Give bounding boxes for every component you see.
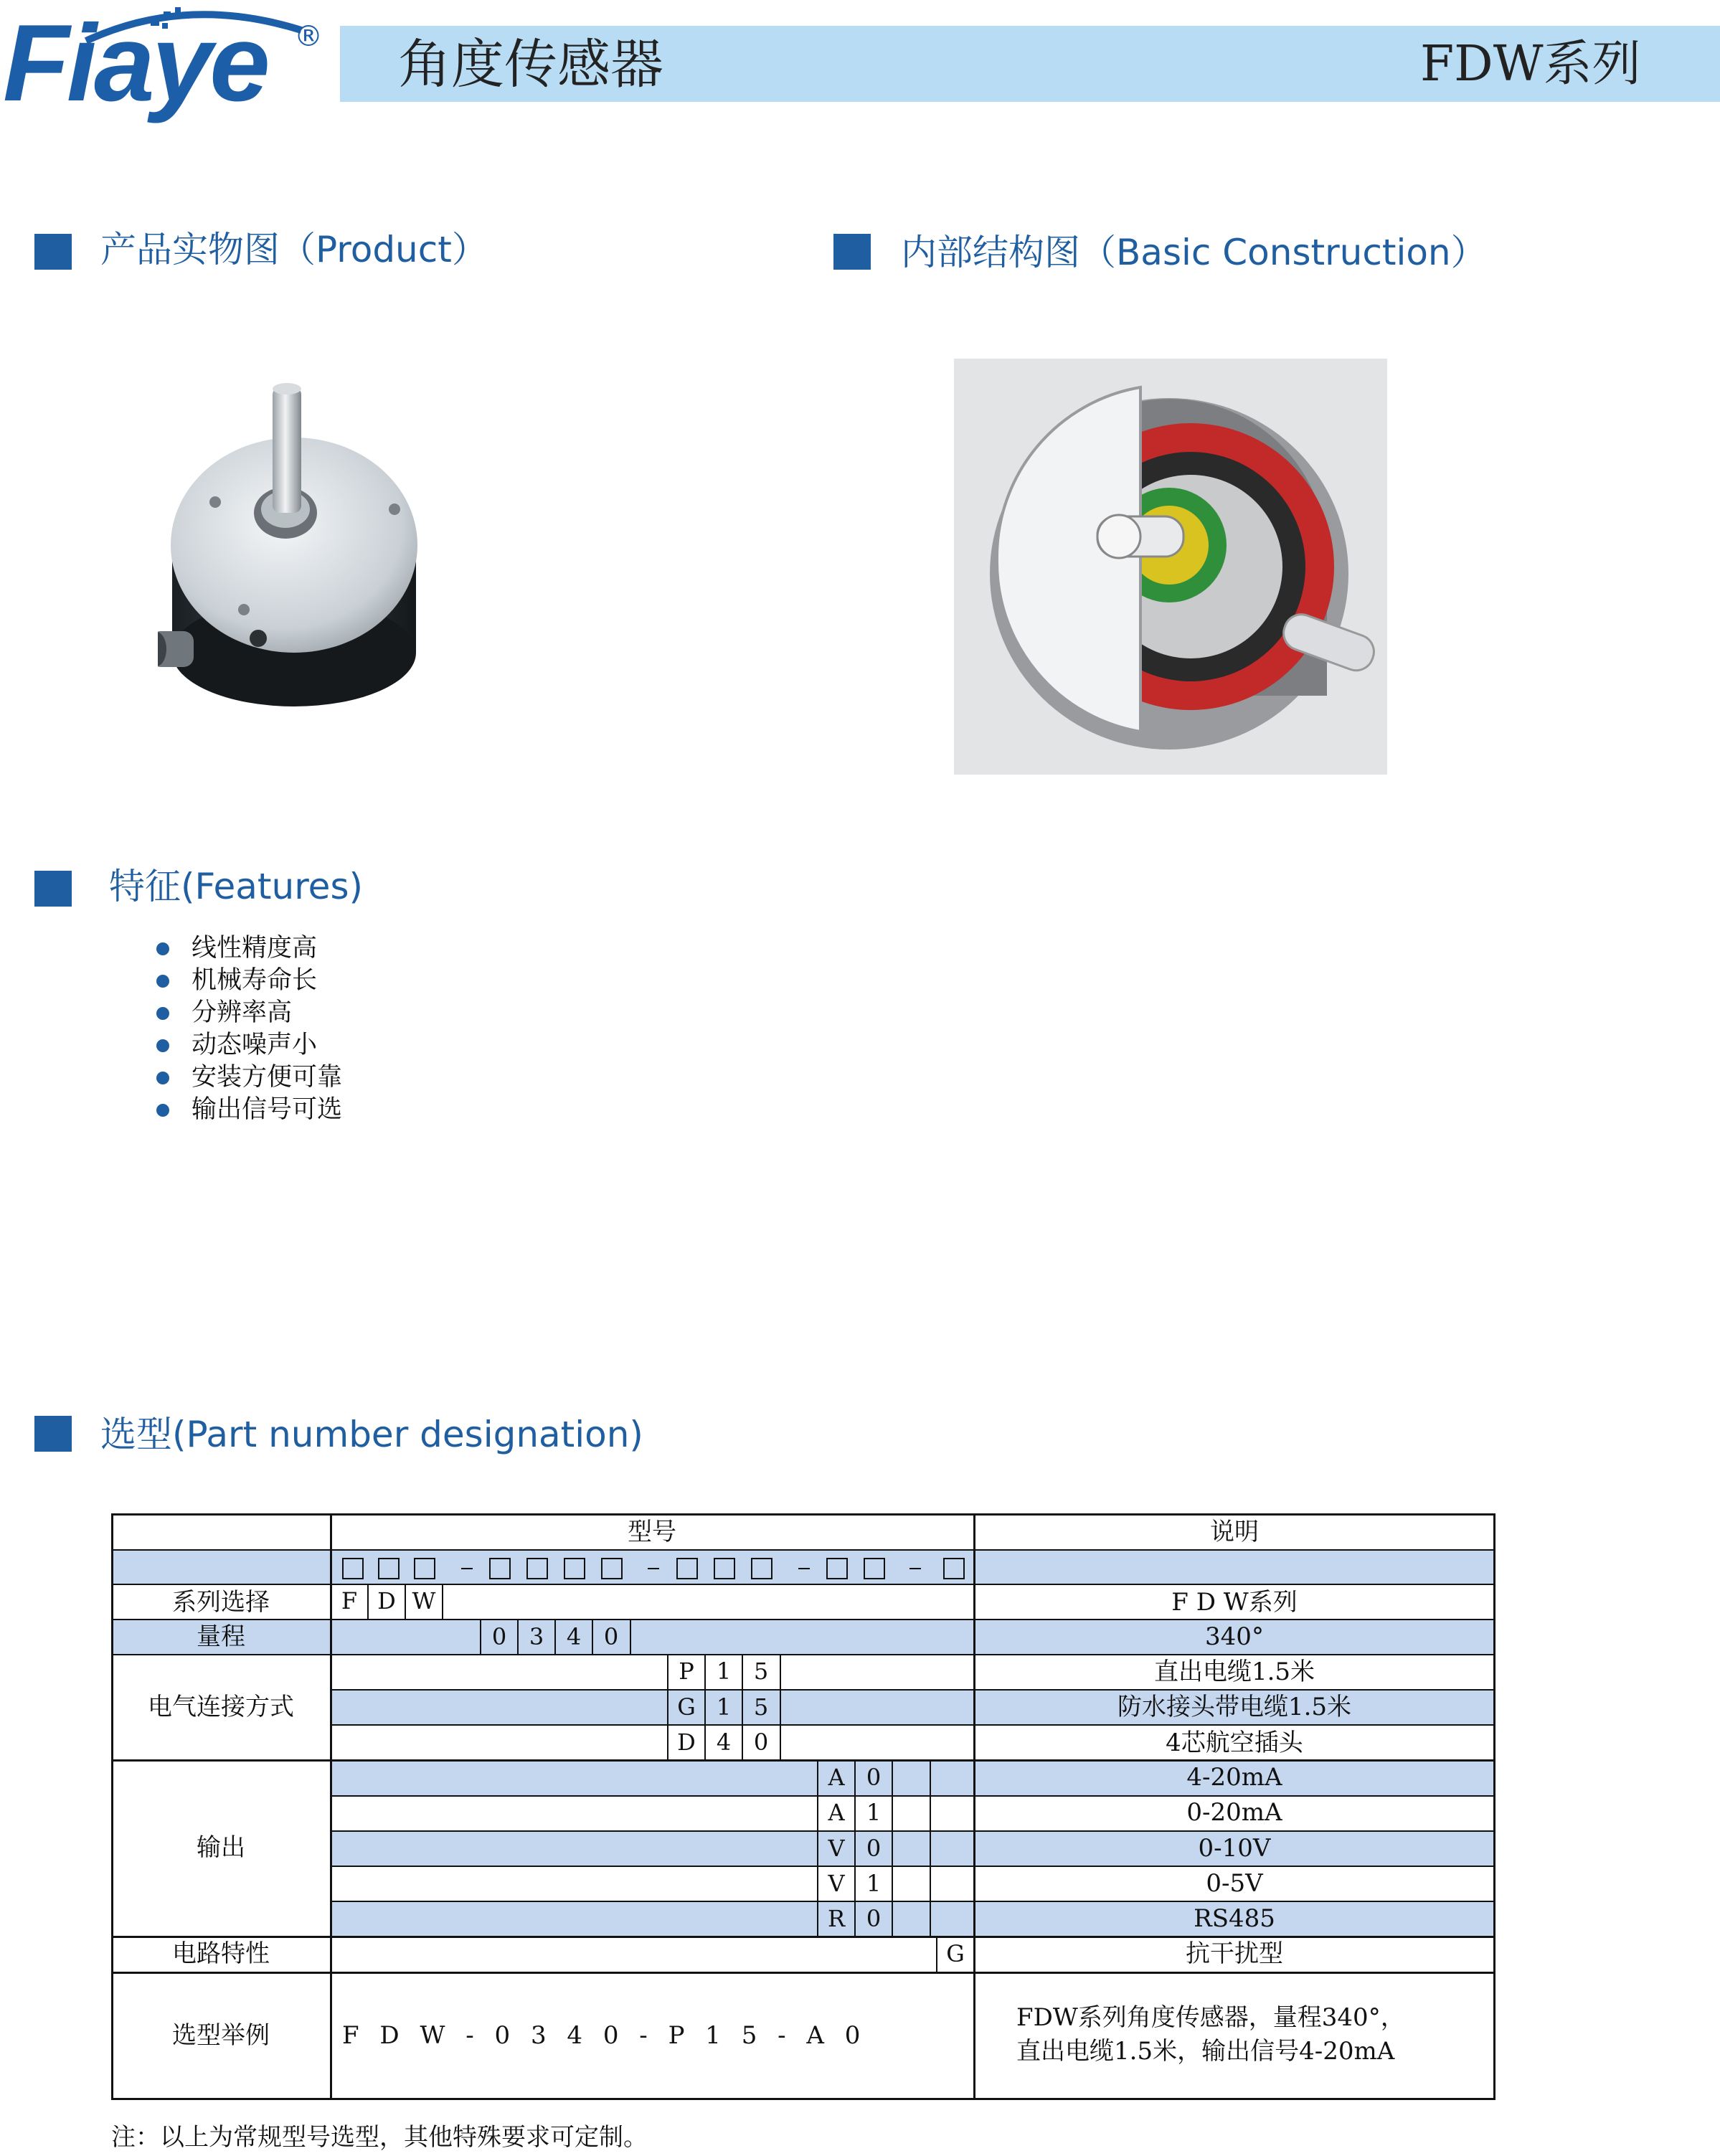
desc-range: 340° [1205, 1622, 1264, 1651]
code-box [489, 1558, 511, 1579]
code-char: 1 [866, 1799, 882, 1826]
desc-circuit: 抗干扰型 [1186, 1939, 1283, 1968]
example-code: F D W - 0 3 4 0 - P 1 5 - A 0 [342, 2021, 864, 2050]
section-marker-product [34, 234, 72, 270]
code-box [342, 1558, 364, 1579]
separator [648, 1568, 659, 1569]
bullet-icon [156, 975, 169, 988]
code-char: D [677, 1729, 696, 1756]
code-char: 3 [529, 1623, 544, 1650]
code-char: 0 [491, 1623, 507, 1650]
code-char: 1 [866, 1870, 882, 1897]
label-example: 选型举例 [172, 2021, 270, 2050]
code-char: W [412, 1587, 436, 1614]
desc-series: F D W系列 [1171, 1588, 1298, 1617]
feature-item: 分辨率高 [152, 997, 342, 1029]
code-char: R [827, 1905, 846, 1932]
code-box [414, 1558, 435, 1579]
section-title-designation: 选型(Part number designation) [100, 1414, 643, 1455]
header-model: 型号 [628, 1518, 676, 1546]
code-char: P [679, 1658, 694, 1685]
example-desc-line2: 直出电缆1.5米，输出信号4-20mA [1016, 2037, 1395, 2066]
code-char: A [828, 1764, 845, 1791]
footnote: 注：以上为常规型号选型，其他特殊要求可定制。 [111, 2123, 648, 2152]
code-char: V [828, 1835, 845, 1862]
construction-diagram [954, 359, 1387, 775]
code-box [943, 1558, 965, 1579]
separator [798, 1568, 810, 1569]
label-output: 输出 [197, 1833, 245, 1862]
band [331, 1761, 1495, 1796]
code-box [751, 1558, 772, 1579]
section-title-product: 产品实物图（Product） [100, 229, 488, 270]
code-char: 0 [866, 1905, 882, 1932]
code-box [526, 1558, 548, 1579]
section-marker-designation [34, 1416, 72, 1452]
desc-conn-p15: 直出电缆1.5米 [1153, 1658, 1315, 1686]
bullet-icon [156, 1039, 169, 1052]
registered-mark: ® [294, 20, 323, 53]
desc-out-a0: 4-20mA [1186, 1763, 1282, 1792]
desc-out-v0: 0-10V [1198, 1834, 1271, 1863]
section-marker-features [34, 871, 72, 907]
brand-logo: Fiaye [3, 2, 268, 124]
bullet-icon [156, 1104, 169, 1117]
desc-out-a1: 0-20mA [1186, 1798, 1282, 1827]
code-char: V [828, 1870, 845, 1897]
code-char: G [677, 1693, 696, 1721]
section-title-features: 特征(Features) [109, 866, 364, 907]
code-box [378, 1558, 400, 1579]
section-marker-construction [833, 234, 871, 270]
feature-item: 动态噪声小 [152, 1029, 342, 1062]
bullet-icon [156, 1007, 169, 1020]
header-desc: 说明 [1210, 1518, 1259, 1546]
label-range: 量程 [197, 1622, 245, 1651]
desc-out-r0: RS485 [1194, 1904, 1275, 1933]
desc-conn-g15: 防水接头带电缆1.5米 [1117, 1693, 1352, 1721]
band [331, 1832, 1495, 1867]
code-char: 1 [716, 1693, 732, 1721]
code-box [826, 1558, 848, 1579]
band [111, 1620, 1495, 1655]
label-series: 系列选择 [172, 1588, 270, 1617]
desc-out-v1: 0-5V [1206, 1869, 1263, 1898]
code-char: 0 [753, 1729, 769, 1756]
code-char: A [828, 1799, 845, 1826]
code-char: 0 [603, 1623, 619, 1650]
part-number-table [111, 1513, 1495, 2100]
code-char: G [946, 1940, 965, 1967]
feature-item: 机械寿命长 [152, 965, 342, 997]
code-char: 0 [866, 1764, 882, 1791]
label-connection: 电气连接方式 [148, 1693, 294, 1721]
code-box [864, 1558, 885, 1579]
product-photo [158, 373, 430, 746]
code-char: 4 [716, 1729, 732, 1756]
feature-item: 输出信号可选 [152, 1094, 342, 1126]
code-char: 5 [753, 1658, 769, 1685]
separator [909, 1568, 921, 1569]
feature-item: 线性精度高 [152, 932, 342, 965]
code-char: 5 [753, 1693, 769, 1721]
code-box [601, 1558, 623, 1579]
code-char: 1 [716, 1658, 732, 1685]
code-box [676, 1558, 698, 1579]
page-title: 角度传感器 [398, 34, 663, 95]
band [331, 1901, 1495, 1937]
features-list [152, 932, 342, 1126]
series-title: FDW系列 [1420, 36, 1641, 93]
code-box [714, 1558, 735, 1579]
separator [461, 1568, 473, 1569]
example-desc-line1: FDW系列角度传感器，量程340°， [1016, 2003, 1405, 2032]
code-box [564, 1558, 585, 1579]
code-char: 4 [566, 1623, 582, 1650]
label-circuit: 电路特性 [172, 1939, 270, 1968]
code-char: F [341, 1587, 358, 1614]
feature-item: 安装方便可靠 [152, 1062, 342, 1094]
section-title-construction: 内部结构图（Basic Construction） [901, 232, 1487, 273]
code-char: 0 [866, 1835, 882, 1862]
desc-conn-d40: 4芯航空插头 [1166, 1729, 1303, 1757]
bullet-icon [156, 1072, 169, 1084]
code-char: D [377, 1587, 396, 1614]
bullet-icon [156, 942, 169, 955]
